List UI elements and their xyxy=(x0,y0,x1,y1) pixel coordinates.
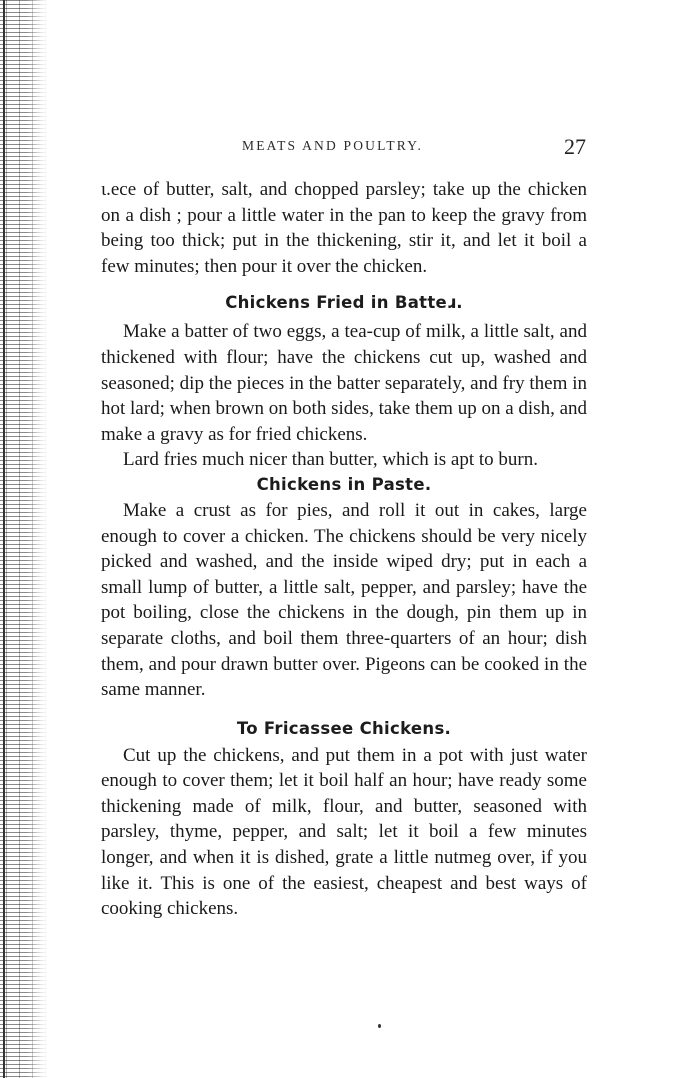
paragraph: Cut up the chickens, and put them in a pot with just water enough to cover them; let it boil half an hour; have ready some thickening made of milk, flour, and butter, seasoned with parsley, thyme, pepper, and salt; let it boil a few minutes longer, and when it is dished, grate a little nutmeg over, if you like it. This is one of the easiest, cheapest and best ways of cooking chickens. xyxy=(101,744,587,920)
running-title: MEATS AND POULTRY. xyxy=(242,138,424,153)
running-head xyxy=(100,134,586,160)
page-number: 27 xyxy=(564,134,586,159)
paragraph: Make a crust as for pies, and roll it out in cakes, large enough to cover a chicken. The chickens should be very nicely picked and washed, and the inside wiped dry; put in each a small lump of butter, a little salt, pepper, and parsley; have the pot boiling, close the chickens in the dough, pin them up in separate cloths, and boil them three-quarters of an hour; dish them, and pour drawn butter over. Pigeons can be cooked in the same manner. xyxy=(101,499,587,701)
binding-gutter xyxy=(0,0,48,1078)
heading-fried-in-batter: Chickens Fried in Batteɹ. xyxy=(225,293,463,313)
heading-fricassee: To Fricassee Chickens. xyxy=(236,718,452,738)
print-speck xyxy=(378,1024,381,1028)
paragraph: Lard fries much nicer than butter, which is apt to burn. xyxy=(123,449,539,471)
page-body xyxy=(101,177,587,922)
page-edge xyxy=(3,0,5,1078)
paragraph: Make a batter of two eggs, a tea-cup of milk, a little salt, and thickened with flour; have the chickens cut up, washed and seasoned; dip the pieces in the batter separately, and fry them in hot lard; when brown on both sides, take them up on a dish, and make a gravy as for fried chickens. xyxy=(101,321,588,445)
continued-paragraph: ɩ.ece of butter, salt, and chopped parsley; take up the chicken on a dish ; pour a little water in the pan to keep the gravy from being too thick; put in the thickening, stir it, and let it boil a few minutes; then pour it over the chicken. xyxy=(101,179,587,277)
heading-in-paste: Chickens in Paste. xyxy=(256,474,432,494)
